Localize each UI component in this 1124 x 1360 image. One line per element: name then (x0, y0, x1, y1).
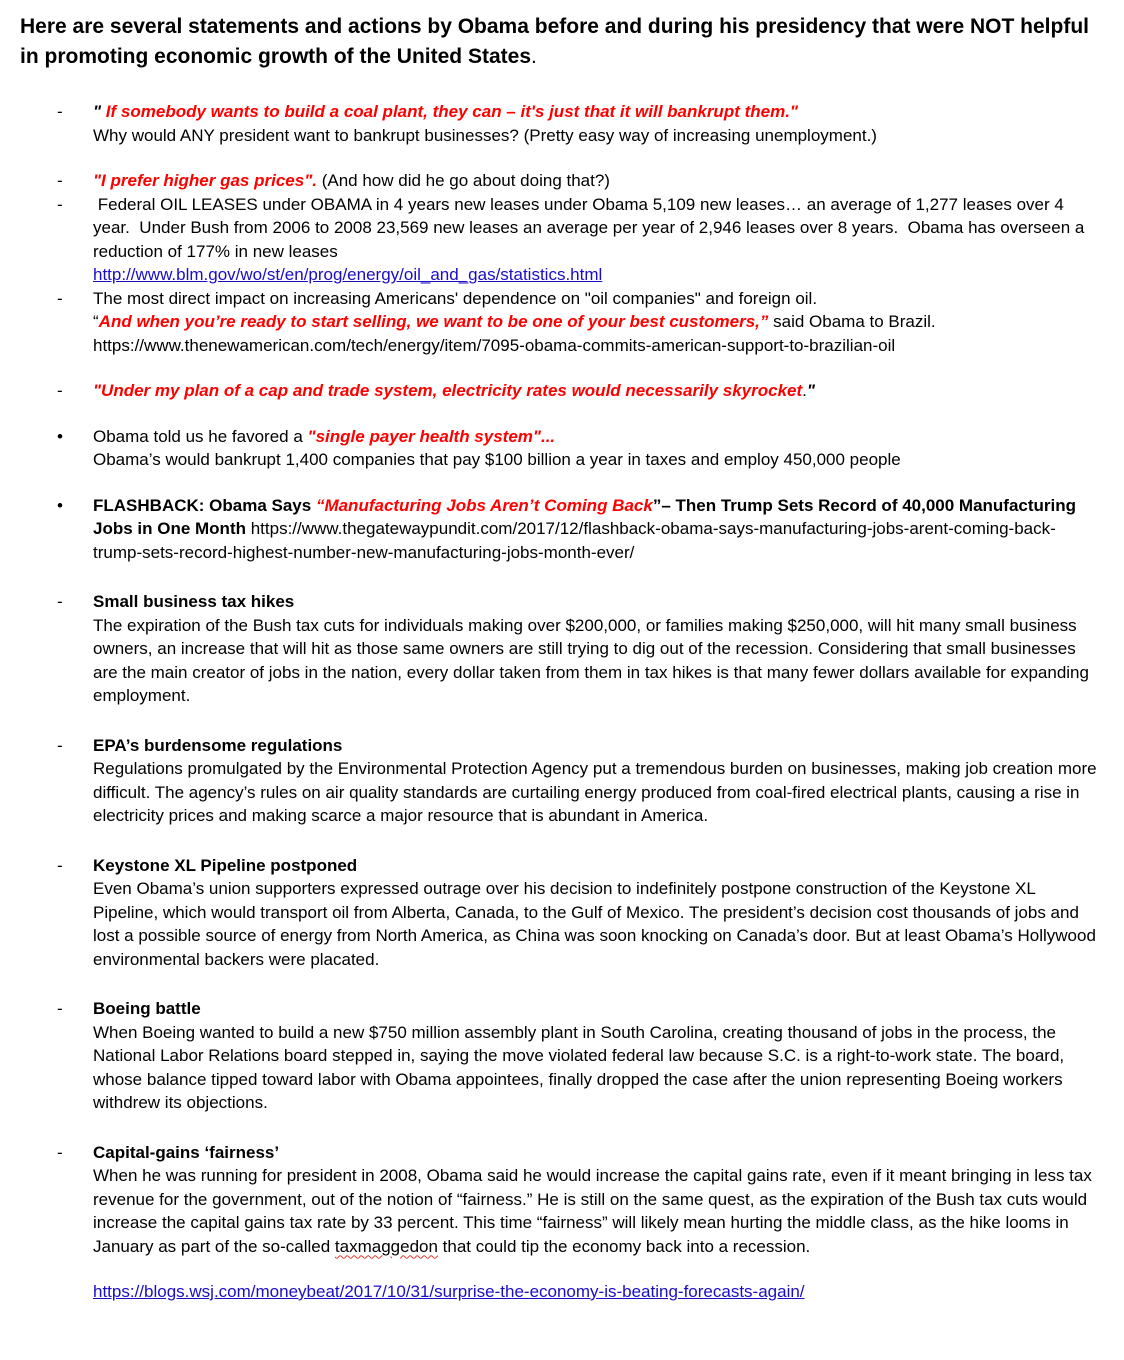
text-run: Regulations promulgated by the Environmental Protection Agency put a tremendous burden on businesses, making job creation more difficult. The agency’s rules on air quality standards are curtailing energy produced from coal-fired electrical plants, causing a rise in electricity prices and making scarce a major resource that is abundant in America. (93, 759, 1102, 825)
item-epa-regulations-text (93, 734, 1104, 828)
text-run: taxmaggedon (334, 1236, 438, 1256)
text-run: Even Obama’s union supporters expressed outrage over his decision to indefinitely postpone construction of the Keystone XL Pipeline, which would transport oil from Alberta, Canada, to the Gulf of Mexico. The president’s decision cost thousands of jobs and lost a possible source of energy from North America, as China was soon knocking on Canada’s door. But at least Obama’s Hollywood environmental backers were placated. (93, 879, 1101, 969)
text-run: The expiration of the Bush tax cuts for individuals making over $200,000, or families making $250,000, will hit many small business owners, an increase that will hit as those same owners are still trying to dig out of the recession. Considering that small businesses are the main creator of jobs in the nation, every dollar taken from them in tax hikes is that many fewer dollars available for expanding employment. (93, 615, 1094, 705)
item-capital-gains (20, 1141, 1104, 1259)
item-keystone-pipeline-text (93, 854, 1104, 972)
item-cap-and-trade-text (93, 379, 1104, 403)
text-run: " (93, 102, 106, 121)
dash-bullet: - (57, 102, 63, 121)
text-run: Boeing battle (93, 999, 201, 1018)
item-boeing-battle (20, 997, 1104, 1115)
item-small-business-tax-hikes (20, 590, 1104, 708)
item-flashback-manufacturing (20, 494, 1104, 565)
item-gas-prices (20, 169, 1104, 193)
text-run: “ (93, 312, 99, 331)
text-run: (And how did he go about doing that?) (321, 171, 610, 190)
item-gas-prices-text (93, 169, 1104, 193)
hyperlink[interactable]: https://blogs.wsj.com/moneybeat/2017/10/31/surprise-the-economy-is-beating-forecasts-again/ (93, 1282, 805, 1301)
text-run: Keystone XL Pipeline postponed (93, 855, 358, 875)
hyperlink[interactable]: http://www.blm.gov/wo/st/en/prog/energy/oil_and_gas/statistics.html (93, 265, 603, 284)
item-epa-regulations (20, 734, 1104, 828)
item-wsj-link (20, 1280, 1104, 1304)
item-keystone-pipeline (20, 854, 1104, 972)
text-run: If somebody wants to build a coal plant, they can – it's just that it will bankrupt them." (105, 102, 798, 121)
text-run: "I prefer higher gas prices". (93, 171, 322, 190)
page-title-period: . (531, 45, 537, 68)
text-run: "single payer health system"... (307, 426, 556, 446)
dash-bullet: - (57, 999, 63, 1018)
text-run: "Under my plan of a cap and trade system, electricity rates would necessarily skyrocket (93, 381, 803, 400)
item-oil-leases (20, 193, 1104, 287)
dash-bullet: - (57, 194, 63, 214)
item-oil-leases-text (93, 193, 1104, 287)
dot-bullet: • (57, 426, 63, 446)
dash-bullet: - (57, 592, 63, 611)
item-oil-dependence (20, 287, 1104, 358)
text-run: Obama’s would bankrupt 1,400 companies that pay $100 billion a year in taxes and employ 450,000 people (93, 450, 901, 469)
page-title-text: Here are several statements and actions by Obama before and during his presidency that were NOT helpful in promoting economic growth of the United States (20, 15, 1089, 68)
dash-bullet: - (57, 855, 63, 875)
item-coal-plant-quote (20, 100, 1104, 147)
page-title (20, 12, 1104, 72)
item-boeing-battle-text (93, 997, 1104, 1115)
text-run: . (802, 381, 807, 400)
text-run: Federal OIL LEASES under OBAMA in 4 years new leases under Obama 5,109 new leases… an average of 1,277 leases over 4 year. Under Bush from 2006 to 2008 23,569 new leases an average per year of 2,946 leases over 8 years. Obama has overseen a reduction of 177% in new leases (93, 194, 1090, 261)
text-run: When Boeing wanted to build a new $750 million assembly plant in South Carolina, creating thousand of jobs in the process, the National Labor Relations board stepped in, saying the move violated federal law because S.C. is a right-to-work state. The board, whose balance tipped toward labor with Obama appointees, finally dropped the case after the union representing Boeing workers withdrew its objections. (93, 1022, 1069, 1112)
item-oil-dependence-text (93, 287, 1104, 358)
text-run: EPA’s burdensome regulations (93, 735, 343, 755)
text-run: FLASHBACK: Obama Says (93, 495, 316, 515)
dash-bullet: - (57, 288, 63, 308)
text-run: And when you’re ready to start selling, we want to be one of your best customers,” (98, 312, 769, 331)
item-single-payer-text (93, 425, 1104, 472)
text-run: “Manufacturing Jobs Aren’t Coming Back (315, 495, 653, 515)
text-run: Why would ANY president want to bankrupt businesses? (Pretty easy way of increasing unemployment.) (93, 125, 877, 145)
text-run: Capital-gains ‘fairness’ (93, 1142, 280, 1162)
dash-bullet: - (57, 381, 63, 400)
dash-bullet: - (57, 171, 63, 190)
item-wsj-link-text (93, 1280, 1104, 1304)
text-run: https://www.thegatewaypundit.com/2017/12/flashback-obama-says-manufacturing-jobs-arent-coming-back-trump-sets-record-highest-number-new-manufacturing-jobs-month-ever/ (93, 519, 1056, 562)
item-cap-and-trade (20, 379, 1104, 403)
text-run: The most direct impact on increasing Americans' dependence on "oil companies" and foreign oil. (93, 288, 818, 308)
item-flashback-manufacturing-text (93, 494, 1104, 565)
item-single-payer (20, 425, 1104, 472)
text-run: ”– Then Trump Sets Record of 40,000 Manufacturing Jobs in One Month (93, 495, 1081, 538)
dash-bullet: - (57, 735, 63, 755)
text-run: Obama told us he favored a (93, 426, 308, 446)
text-run: said Obama to Brazil. (768, 312, 936, 331)
dot-bullet: • (57, 495, 63, 515)
item-capital-gains-text (93, 1141, 1104, 1259)
text-run: " (806, 381, 815, 400)
text-run: that could tip the economy back into a recession. (437, 1236, 811, 1256)
text-run: https://www.thenewamerican.com/tech/energy/item/7095-obama-commits-american-support-to-brazilian-oil (93, 335, 896, 355)
text-run: Small business tax hikes (93, 592, 295, 611)
text-run: When he was running for president in 2008, Obama said he would increase the capital gains rate, even if it meant bringing in less tax revenue for the government, out of the notion of “fairness.” He is still on the same quest, as the expiration of the Bush tax cuts would increase the capital gains tax rate by 33 percent. This time “fairness” will likely mean hurting the middle class, as the hike looms in January as part of the so-called (93, 1166, 1097, 1256)
statement-list (20, 100, 1104, 1304)
item-small-business-tax-hikes-text (93, 590, 1104, 708)
item-coal-plant-quote-text (93, 100, 1104, 147)
dash-bullet: - (57, 1142, 63, 1162)
